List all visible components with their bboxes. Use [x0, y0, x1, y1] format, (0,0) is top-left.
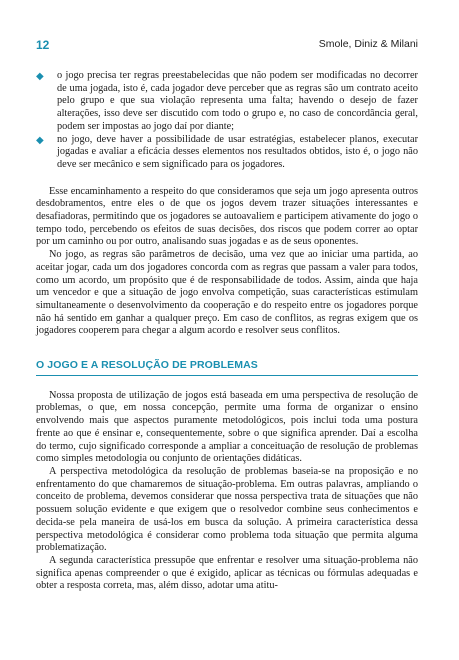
list-item	[36, 134, 418, 172]
bullet-text: no jogo, deve haver a possibilidade de usar estratégias, estabelecer planos, executar jogadas e avaliar a eficácia desses elementos nos resultados obtidos, isto é, o jogo não deve ser mecânico e sem significado para os jogadores.	[57, 133, 418, 170]
diamond-icon: ◆	[36, 134, 44, 146]
paragraph: No jogo, as regras são parâmetros de decisão, uma vez que ao iniciar uma partida, ao aceitar jogar, cada um dos jogadores concorda com as regras que passam a valer para todos, como um acordo, um propósito que é de responsabilidade de todos. Assim, ainda que haja um vencedor e que a situação de jogo envolva competição, suas características estimulam simultaneamente o desenvolvimento da cooperação e do respeito entre os jogadores porque não há sentido em ganhar a qualquer preço. Em caso de conflitos, as regras exigem que os jogadores cooperem para chegar a algum acordo e resolver seus conflitos.	[36, 249, 418, 337]
section-heading: O JOGO E A RESOLUÇÃO DE PROBLEMAS	[36, 359, 418, 376]
page-number: 12	[36, 38, 50, 52]
paragraph: Nossa proposta de utilização de jogos está baseada em uma perspectiva de resolução de problemas, o que, em nossa concepção, permite uma forma de organizar o ensino envolvendo mais que aspectos puramente metodológicos, pois inclui toda uma postura frente ao que é ensinar e, consequentemente, sobre o que significa aprender. Daí a escolha do termo, cujo significado corresponde a ampliar a conceituação de resolução de problemas como simples metodologia ou conjunto de orientações didáticas.	[36, 389, 418, 465]
paragraph: A perspectiva metodológica da resolução de problemas baseia-se na proposição e no enfrentamento do que chamaremos de situação-problema. Em outras palavras, ampliando o conceito de problema, devemos considerar que nossa perspectiva trata de situações que não possuem solução evidente e que exigem que o resolvedor combine seus conhecimentos e decida-se pela maneira de usá-los em busca da solução. A primeira característica dessa perspectiva metodológica é considerar como problema toda situação que permita alguma problematização.	[36, 465, 418, 554]
paragraph: A segunda característica pressupõe que enfrentar e resolver uma situação-problema não significa apenas compreender o que é exigido, aplicar as técnicas ou fórmulas adequadas e obter a resposta correta, mas, além disso, adotar uma atitu-	[36, 554, 418, 592]
paragraph: Esse encaminhamento a respeito do que consideramos que seja um jogo apresenta outros desdobramentos, entre eles o de que os jogos devem trazer situações interessantes e desafiadoras, permitindo que os jogadores se autoavaliem e participem ativamente do jogo o tempo todo, percebendo os efeitos de suas decisões, dos riscos que podem correr ao optar por um caminho ou por outro, analisando suas jogadas e as de seus oponentes.	[36, 185, 418, 248]
diamond-icon: ◆	[36, 71, 44, 82]
rules-list	[36, 70, 418, 172]
page-header	[36, 38, 418, 52]
running-head: Smole, Diniz & Milani	[318, 38, 418, 50]
bullet-text: o jogo precisa ter regras preestabelecidas que não podem ser modificadas no decorrer de uma jogada, isto é, cada jogador deve perceber que as regras são um contrato aceito pelo grupo e que sua violação representa uma falta; havendo o desejo de fazer alterações, isso deve ser discutido com todo o grupo e, no caso de concordância geral, podem ser impostas ao jogo daí por diante;	[57, 70, 418, 132]
main-text	[36, 70, 418, 593]
list-item	[36, 70, 418, 134]
